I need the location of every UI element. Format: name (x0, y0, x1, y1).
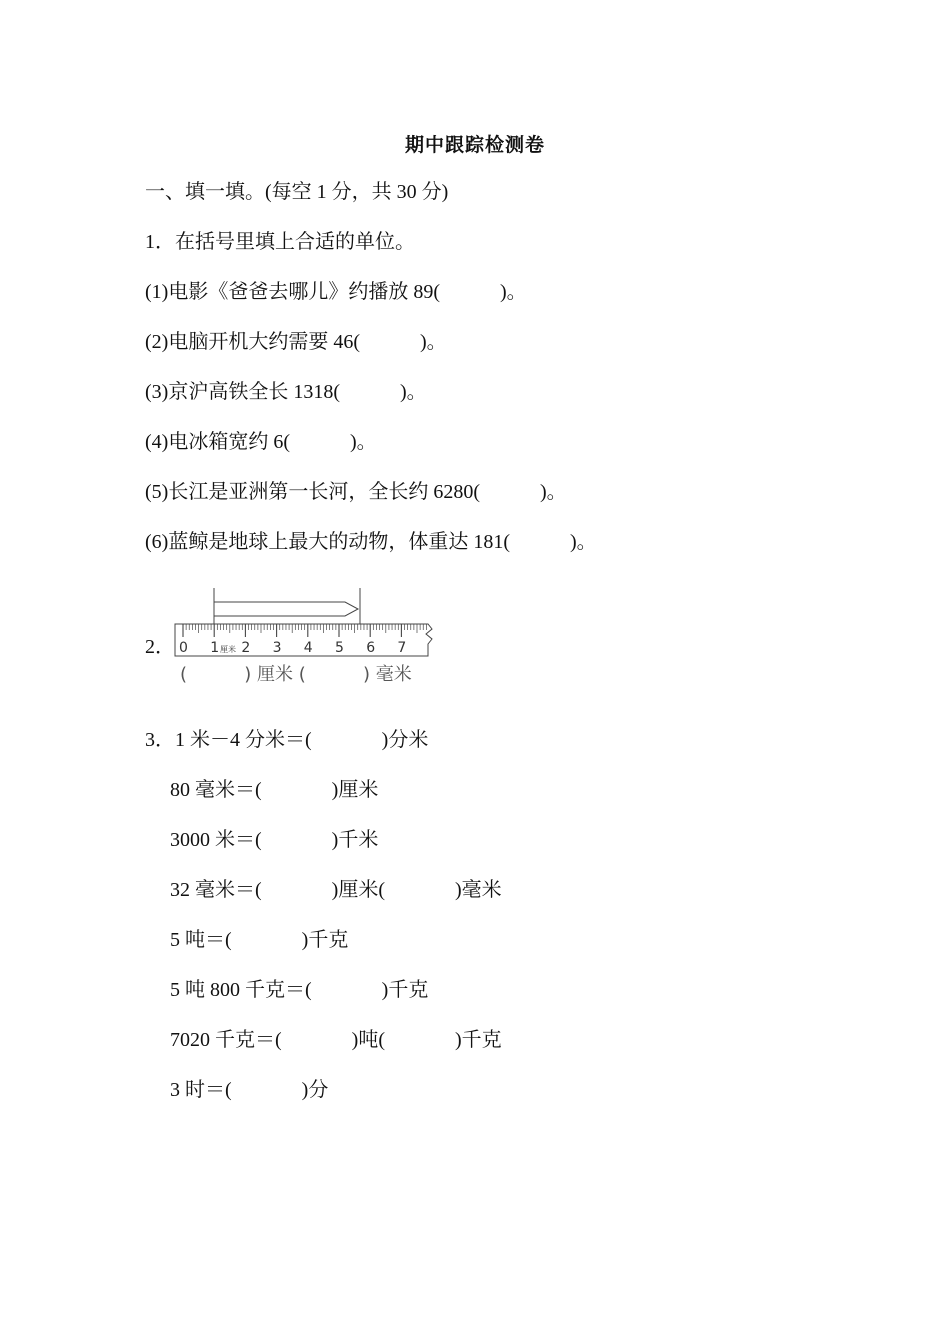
question-2-number: 2． (145, 636, 175, 658)
section-heading: 一、填一填。(每空 1 分，共 30 分) (145, 181, 449, 203)
ruler-answer-text: ( ) 厘米 ( ) 毫米 (180, 664, 412, 685)
question-1-item-2: (2)电脑开机大约需要 46( )。 (145, 331, 447, 353)
question-1-item-6: (6)蓝鲸是地球上最大的动物，体重达 181( )。 (145, 531, 597, 553)
ruler-unit-label: 厘米 (220, 645, 236, 654)
pencil-shape (214, 588, 360, 628)
ruler-label: 4 (303, 640, 313, 656)
page-title: 期中跟踪检测卷 (404, 135, 545, 156)
question-3-item-4: 32 毫米＝( )厘米( )毫米 (170, 879, 502, 901)
ruler-label: 2 (241, 640, 251, 656)
question-3-item-1: 3．1 米－4 分米＝( )分米 (145, 729, 429, 751)
question-1-item-3: (3)京沪高铁全长 1318( )。 (145, 381, 427, 403)
question-3-item-7: 7020 千克＝( )吨( )千克 (170, 1029, 502, 1051)
question-3-item-5: 5 吨＝( )千克 (170, 929, 349, 951)
ruler-label: 7 (397, 640, 407, 656)
ruler-figure (170, 584, 450, 690)
question-3-item-2: 80 毫米＝( )厘米 (170, 779, 379, 801)
question-3-item-8: 3 时＝( )分 (170, 1079, 329, 1101)
ruler-svg (170, 584, 450, 690)
ruler-label: 5 (335, 640, 344, 656)
question-1-item-5: (5)长江是亚洲第一长河，全长约 6280( )。 (145, 481, 567, 503)
ruler-label: 1 (210, 640, 220, 656)
ruler-label: 3 (272, 640, 282, 656)
ruler-label: 0 (179, 640, 188, 656)
question-3-item-6: 5 吨 800 千克＝( )千克 (170, 979, 429, 1001)
ruler-label: 6 (366, 640, 376, 656)
question-1-heading: 1．在括号里填上合适的单位。 (145, 231, 415, 253)
question-1-item-1: (1)电影《爸爸去哪儿》约播放 89( )。 (145, 281, 527, 303)
question-1-item-4: (4)电冰箱宽约 6( )。 (145, 431, 377, 453)
question-3-item-3: 3000 米＝( )千米 (170, 829, 379, 851)
